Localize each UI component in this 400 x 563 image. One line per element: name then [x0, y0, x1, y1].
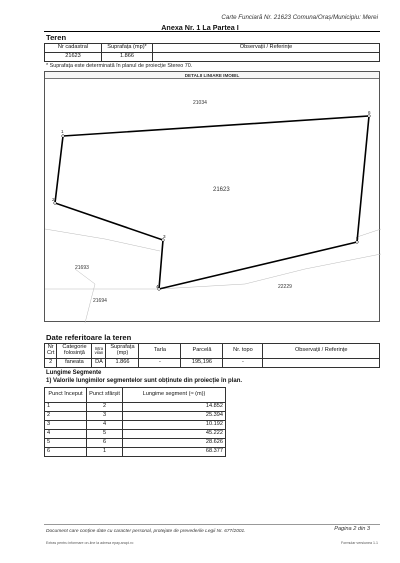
stereo-note: * Suprafața este determinată în planul de proiecție Stereo 70. — [46, 63, 193, 69]
segment-length: 45.222 — [123, 430, 226, 439]
date-cell-nr: 2 — [45, 359, 57, 368]
segment-start: 1 — [45, 403, 87, 412]
document-reference: Carte Funciară Nr. 21623 Comuna/Oraș/Municipiu: Merei — [221, 14, 378, 21]
date-header-categorie: Categorie folosință — [57, 344, 92, 359]
neighbor-boundary-line — [357, 229, 381, 237]
date-header-nrtopo: Nr. topo — [223, 344, 263, 359]
date-cell-parcela: 195,196 — [181, 359, 223, 368]
segmente-subtitle: 1) Valorile lungimilor segmentelor sunt obținute din proiecție în plan. — [46, 378, 243, 384]
date-header-nr: Nr Crt — [45, 344, 57, 359]
seg-header-end: Punct sfârșit — [87, 388, 123, 403]
segment-start: 4 — [45, 430, 87, 439]
date-header-intravilan: Intra vilan — [92, 344, 106, 359]
teren-cell-suprafata: 1.866 — [102, 53, 153, 62]
page-number: Pagina 2 din 3 — [334, 526, 370, 532]
neighbor-label: 21693 — [75, 265, 89, 271]
segment-start: 3 — [45, 421, 87, 430]
vertex-label: 1 — [61, 129, 64, 134]
parcel-label: 21623 — [213, 187, 230, 193]
date-cell-intravilan: DA — [92, 359, 106, 368]
segment-row — [45, 439, 226, 448]
segment-start: 2 — [45, 412, 87, 421]
segment-row — [45, 448, 226, 457]
date-cell-categorie: faneata — [57, 359, 92, 368]
segment-row — [45, 412, 226, 421]
document-title: Anexa Nr. 1 La Partea I — [161, 23, 239, 32]
extract-notice: Extras pentru informare on-line la adresa epay.ancpi.ro — [46, 541, 134, 545]
teren-table — [44, 43, 380, 62]
segmente-rows — [45, 403, 226, 457]
plan-drawing — [45, 79, 381, 323]
date-header-observatii: Observații / Referințe — [263, 344, 380, 359]
segment-start: 5 — [45, 439, 87, 448]
teren-header-observatii: Observații / Referințe — [153, 44, 380, 53]
date-cell-observatii — [263, 359, 380, 368]
plan-title: DETALII LINIARE IMOBIL — [45, 72, 379, 79]
teren-section-title: Teren — [46, 33, 67, 42]
segment-length: 10.192 — [123, 421, 226, 430]
teren-cell-cadastral: 21623 — [45, 53, 102, 62]
neighbor-label: 22229 — [278, 284, 292, 290]
neighbor-label: 21034 — [193, 100, 207, 106]
date-teren-table — [44, 343, 380, 368]
date-cell-suprafata: 1.866 — [106, 359, 139, 368]
segment-row — [45, 403, 226, 412]
segment-end: 1 — [87, 448, 123, 457]
vertex-label: 3 — [163, 234, 166, 239]
segmente-table — [44, 387, 226, 457]
vertex-label: 5 — [356, 236, 359, 241]
seg-header-length: Lungime segment (≈ (m)) — [123, 388, 226, 403]
neighbor-boundary-line — [75, 269, 95, 323]
segment-length: 25.394 — [123, 412, 226, 421]
date-header-tarla: Tarla — [139, 344, 181, 359]
vertex-point — [54, 202, 57, 205]
segment-end: 2 — [87, 403, 123, 412]
footer-divider — [44, 524, 380, 525]
segment-row — [45, 421, 226, 430]
neighbor-label: 21694 — [93, 298, 107, 304]
vertex-point — [356, 241, 359, 244]
segment-start: 6 — [45, 448, 87, 457]
vertex-point — [62, 135, 65, 138]
header-divider — [44, 31, 380, 32]
form-version: Formular versiunea 1.1 — [341, 541, 378, 545]
vertex-point — [368, 115, 371, 118]
date-cell-nrtopo: - — [223, 359, 263, 368]
date-header-suprafata: Suprafața (mp) — [106, 344, 139, 359]
vertex-label: 2 — [52, 197, 55, 202]
parcel-plan — [44, 71, 380, 322]
segment-end: 5 — [87, 430, 123, 439]
teren-header-suprafata: Suprafața (mp)* — [102, 44, 153, 53]
segment-length: 28.626 — [123, 439, 226, 448]
seg-header-start: Punct început — [45, 388, 87, 403]
segment-length: 14.852 — [123, 403, 226, 412]
date-header-parcela: Parcelă — [181, 344, 223, 359]
segment-row — [45, 430, 226, 439]
teren-cell-observatii — [153, 53, 380, 62]
segmente-title: Lungime Segmente — [46, 370, 102, 376]
date-teren-title: Date referitoare la teren — [46, 333, 132, 342]
parcel-boundary — [55, 116, 369, 289]
date-cell-tarla: - — [139, 359, 181, 368]
vertex-label: 6 — [368, 110, 371, 115]
neighbor-boundary-line — [159, 254, 381, 289]
segment-end: 6 — [87, 439, 123, 448]
segment-length: 68.377 — [123, 448, 226, 457]
vertex-point — [162, 239, 165, 242]
segment-end: 4 — [87, 421, 123, 430]
teren-header-cadastral: Nr cadastral — [45, 44, 102, 53]
segment-end: 3 — [87, 412, 123, 421]
vertex-label: 4 — [156, 284, 159, 289]
personal-data-notice: Document care conține date cu caracter personal, protejate de prevederile Legii Nr. 677/2001. — [46, 529, 246, 534]
